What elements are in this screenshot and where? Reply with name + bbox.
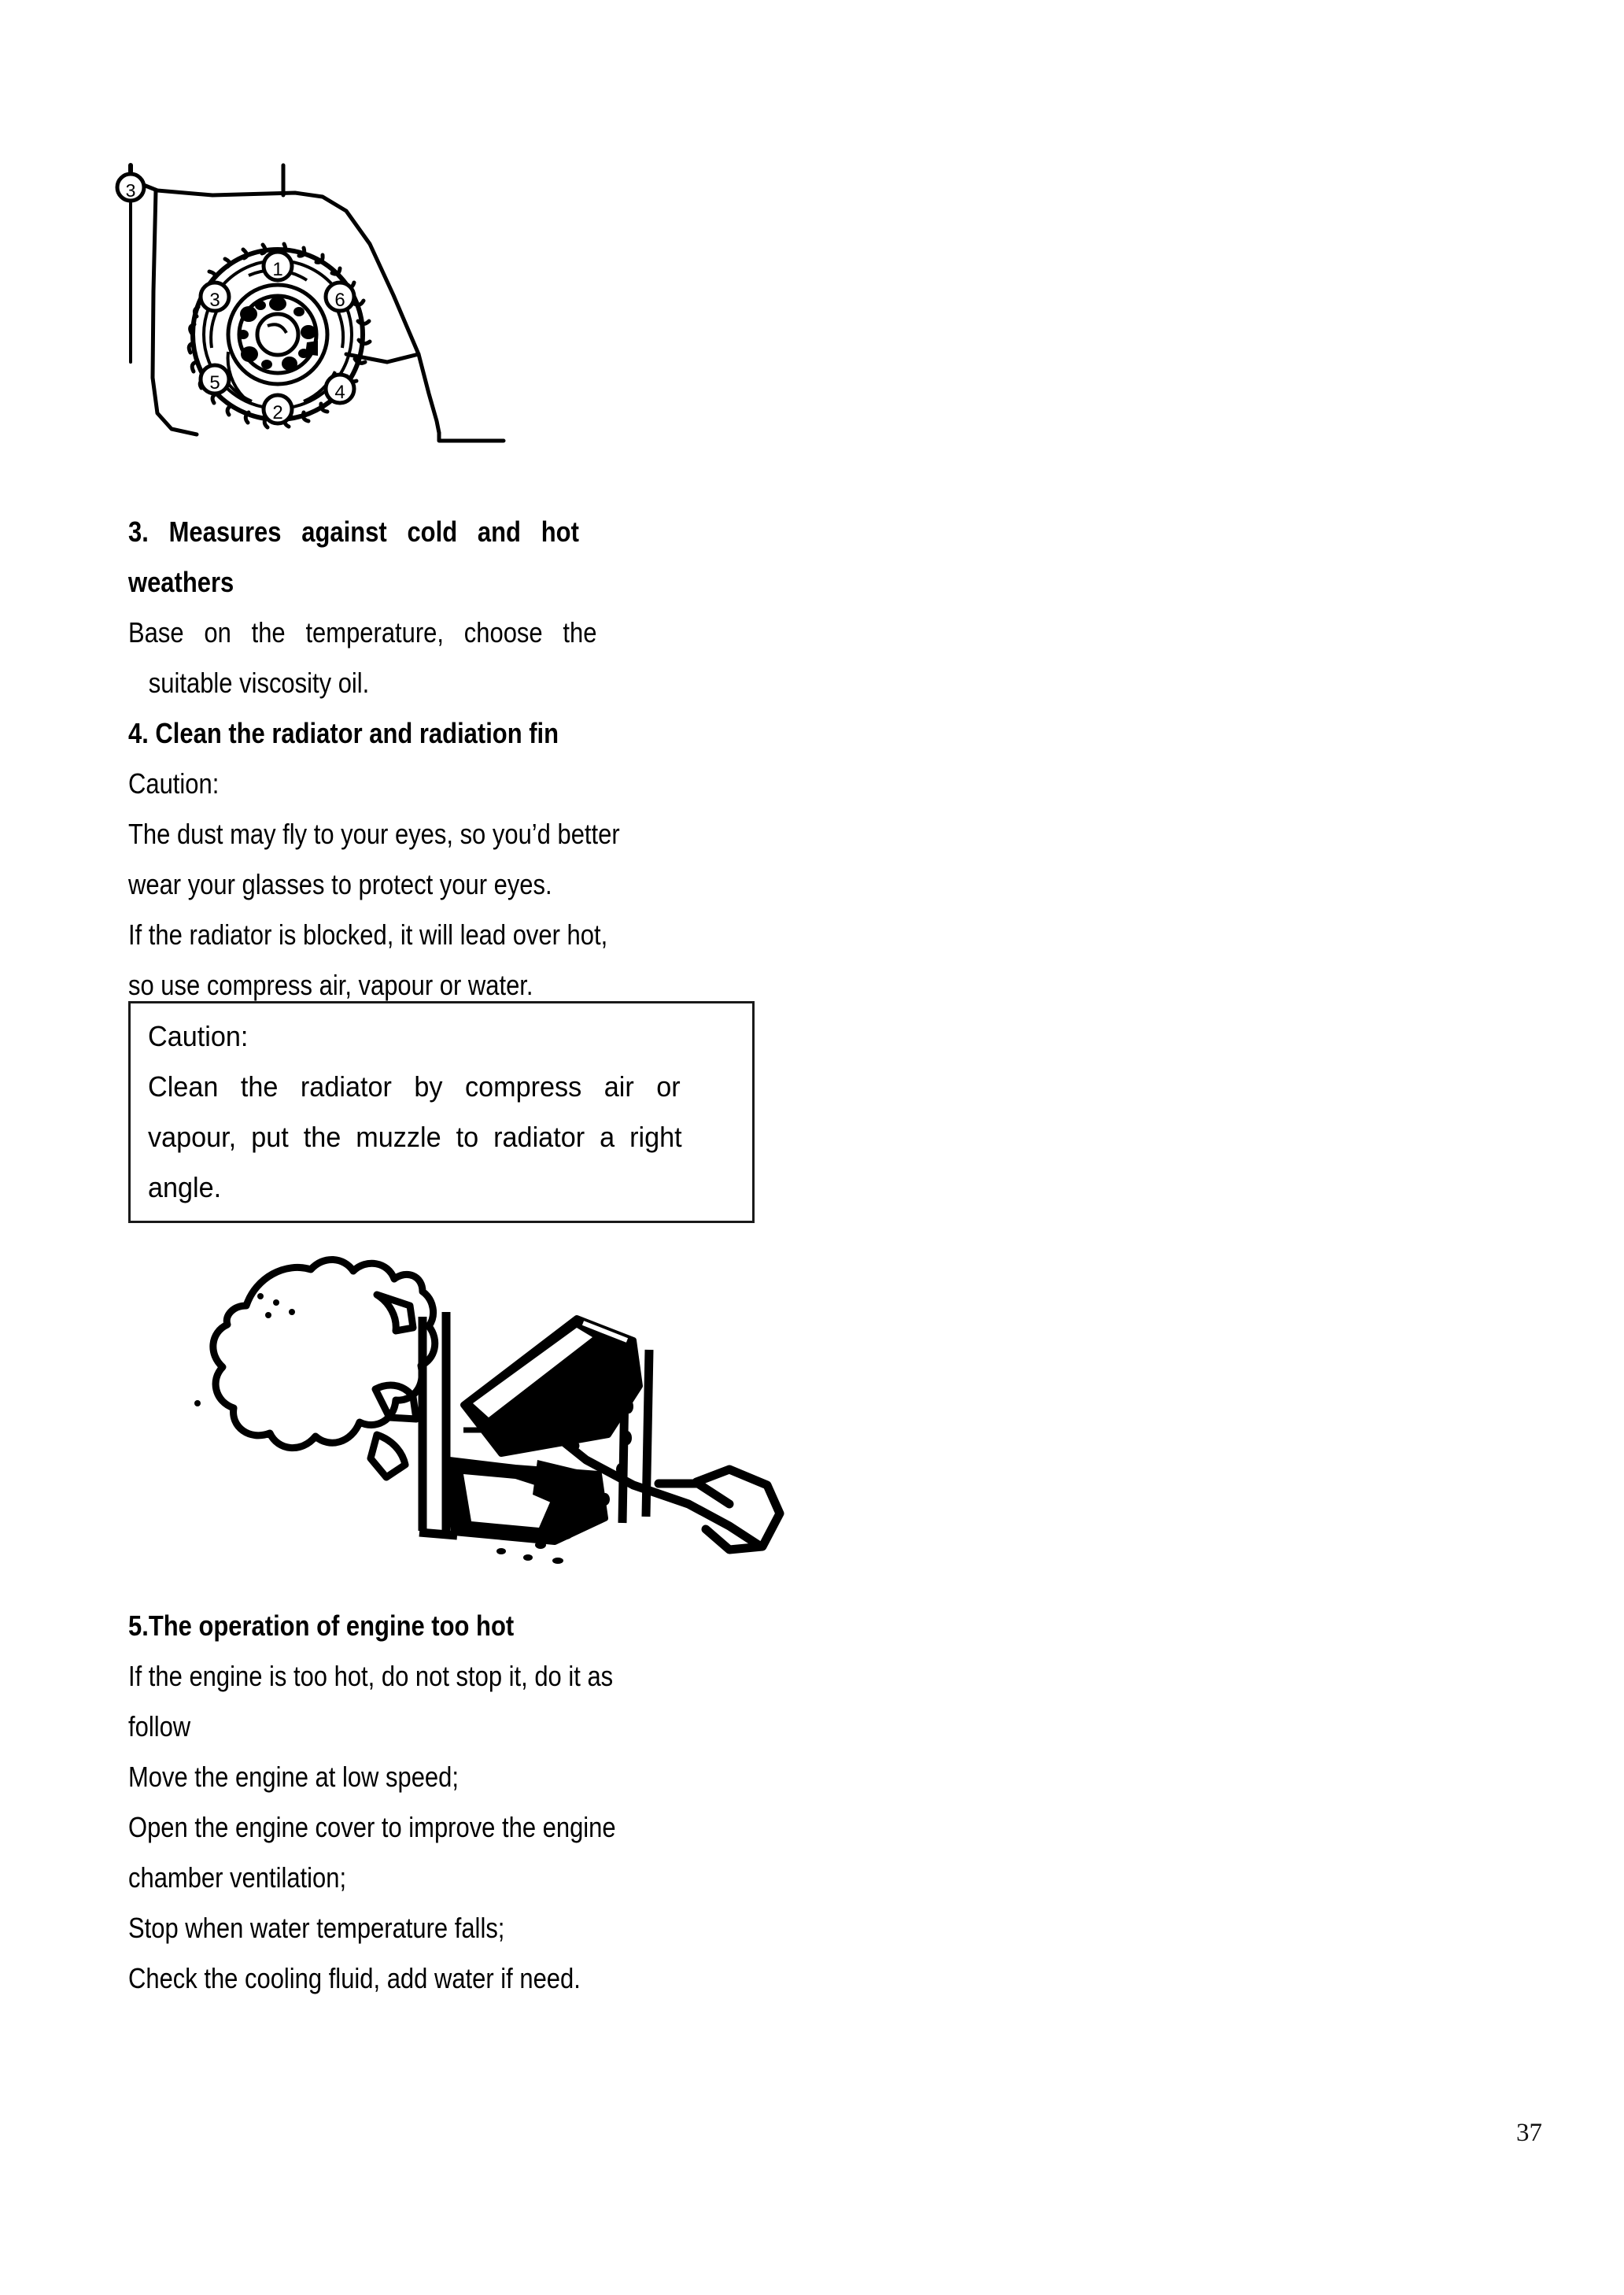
svg-text:1: 1 [272, 259, 283, 280]
callout-hub-2 [264, 395, 292, 423]
wheel-lug-nut-sequence-figure [110, 157, 614, 504]
svg-text:3: 3 [125, 180, 136, 201]
section-5-heading: 5.The operation of engine too hot [128, 1609, 515, 1642]
section-5-line-5: Stop when water temperature falls; [128, 1912, 505, 1944]
section-3-body-line-1: Base on the temperature, choose the [128, 616, 597, 649]
callout-hub-6 [326, 283, 354, 311]
section-5-line-3: Open the engine cover to improve the engine [128, 1811, 616, 1843]
section-5-line-1: follow [128, 1710, 191, 1743]
section-4-line-4: so use compress air, vapour or water. [128, 969, 533, 1001]
callout-hub-3 [201, 283, 229, 311]
section-4-line-0: Caution: [128, 767, 220, 800]
caution-box-line-2: angle. [148, 1171, 222, 1203]
svg-text:5: 5 [209, 372, 220, 394]
section-4-line-2: wear your glasses to protect your eyes. [128, 868, 552, 900]
caution-box-title: Caution: [148, 1020, 249, 1052]
page-number: 37 [1516, 2119, 1542, 2147]
section-5-line-2: Move the engine at low speed; [128, 1761, 459, 1793]
radiator-cleaning-figure [146, 1224, 791, 1594]
callout-hub-1 [264, 252, 292, 280]
section-4-heading: 4. Clean the radiator and radiation fin [128, 717, 559, 749]
section-5-line-0: If the engine is too hot, do not stop it, do it as [128, 1660, 614, 1692]
section-5-line-6: Check the cooling fluid, add water if need. [128, 1962, 581, 1994]
section-4-line-3: If the radiator is blocked, it will lead over hot, [128, 918, 608, 951]
svg-text:3: 3 [209, 290, 220, 311]
section-3-heading-line-1: 3. Measures against cold and hot [128, 516, 579, 548]
section-3-block [128, 507, 758, 708]
section-5-block [128, 1601, 758, 2004]
section-3-heading-line-2: weathers [128, 566, 234, 598]
section-3-body-line-2: suitable viscosity oil. [148, 667, 370, 699]
section-4-block [128, 708, 758, 1011]
caution-box-line-1: vapour, put the muzzle to radiator a right [148, 1121, 682, 1153]
svg-text:2: 2 [272, 402, 283, 423]
caution-callout-box [128, 1001, 755, 1223]
section-5-line-4: chamber ventilation; [128, 1861, 347, 1894]
svg-text:6: 6 [334, 290, 345, 311]
callout-fender-3 [117, 174, 144, 201]
section-4-line-1: The dust may fly to your eyes, so you’d better [128, 818, 620, 850]
svg-text:4: 4 [334, 382, 345, 403]
callout-hub-4 [326, 375, 354, 403]
caution-box-line-0: Clean the radiator by compress air or [148, 1070, 681, 1103]
callout-hub-5 [201, 365, 229, 394]
